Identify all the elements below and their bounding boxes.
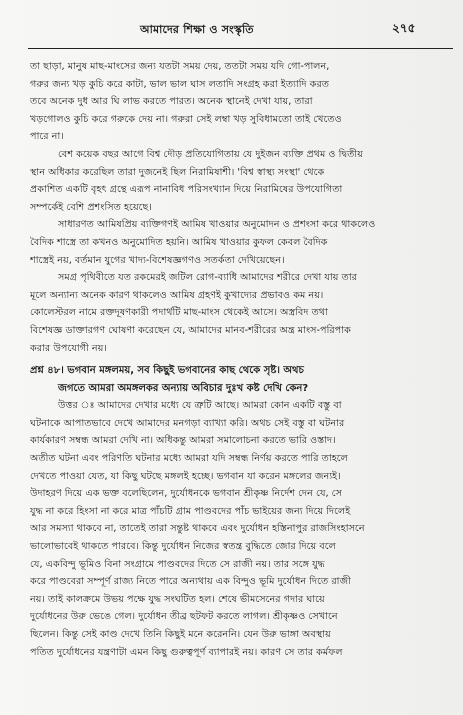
paragraph-cattle-care: [30, 58, 450, 146]
page-header: [0, 12, 463, 42]
answer-line: নয়। তাই কালক্রমে উভয় পক্ষে যুদ্ধ সংঘটিত হল। শেষে ভীমসেনের গদার ঘায়ে: [30, 593, 325, 605]
paragraph-vegetarian-athletes: [30, 146, 450, 216]
header-rule: [28, 48, 453, 49]
text-line: সাধারণত আমিষপ্রিয় ব্যক্তিগণই আমিষ খাওয়ার অনুমোদন ও প্রশংসা করে থাকলেও: [58, 219, 376, 231]
answer-line: উত্তর ঃ আমাদের দেখার মধ্যে যে ত্রুটি আছে। আমরা কোন একটি বস্তু বা: [58, 400, 342, 412]
text-line: করার উপযোগী নয়।: [30, 342, 107, 354]
text-line: বিশেষজ্ঞ ডাক্তারগণ ঘোষণা করেছেন যে, আমাদের মানব-শরীরের অন্ত্র মাংস-পরিপাক: [30, 324, 351, 336]
text-line: শাস্ত্রেই নয়, বর্তমান যুগের খাদ্য-বিশেষজ্ঞগণও সতর্কতা দেখিয়েছেন।: [30, 254, 285, 266]
answer-line: ভালোভাবেই থাকতে পারবে। কিন্তু দুর্যোধন নিজের স্বতন্ত্র বুদ্ধিতে জোর দিয়ে বলে: [30, 541, 336, 553]
text-line: তবে অনেক দুধ আর ঘি লাভ করতে পারত। অনেক স্থানেই দেখা যায়, তারা: [30, 96, 313, 108]
answer-line: দুর্যোধনের উরু ভেঙে গেল। দুর্যোধন তীব্র ছটফট করতে লাগল। শ্রীকৃষ্ণও সেখানে: [30, 611, 338, 623]
answer-48: [30, 397, 450, 661]
answer-line: অতীত ঘটনা এবং পরিণতি ঘটনার মধ্যে আমরা যদি সম্বন্ধ নির্ণয় করতে পারি তাহলে: [30, 453, 348, 465]
paragraph-vedic-scriptures: [30, 216, 450, 269]
answer-line: যুদ্ধ না করে হিংসা না করে মাত্র পাঁচটি গ্রাম পাণ্ডবদের পাঁচ ভাইয়ের জন্য দিয়ে দিলেই: [30, 505, 351, 517]
text-line: প্রকাশিত একটি বৃহৎ গ্রন্থে এরূপ নানাবিধ পরিসংখ্যান দিয়ে নিরামিষের উপযোগিতা: [30, 184, 343, 196]
answer-line: আর সমস্যা থাকবে না, তাতেই তারা সন্তুষ্ট থাকবে এবং দুর্যোধন হস্তিনাপুর রাজসিংহাসনে: [30, 523, 365, 535]
answer-line: যে, একবিন্দু ভূমিও বিনা সংগ্রামে পাণ্ডবদের দিতে সে রাজী নয়। তার সঙ্গে যুদ্ধ: [30, 558, 325, 570]
text-line: গরুর জন্য খড় কুচি করে কাটা, ভাল ভাল ঘাস লতাদি সংগ্রহ করা ইত্যাদি করত: [30, 78, 330, 90]
page-body: [30, 58, 450, 661]
text-line: সম্পর্কেই বেশি প্রশংসিত হয়েছে।: [30, 201, 152, 213]
text-line: খড়গোলও কুচি করে গরুকে দেয় না। গরুরা সেই লম্বা খড় সুবিধামতো তাই খেতেও: [30, 113, 342, 125]
text-line: বৈদিক শাস্ত্রে তা কখনও অনুমোদিত হয়নি। আমিষ খাওয়ার কুফল কেবল বৈদিক: [30, 236, 328, 248]
question-line: জগতে আমরা অমঙ্গলকর অন্যায় অবিচার দুঃখ কষ্ট দেখি কেন?: [58, 382, 309, 394]
answer-line: করে পাণ্ডবেরা সম্পূর্ণ রাজ্য নিতে পারে অন্যথায় এক বিন্দুও ভূমি দুর্যোধন দিতে রাজী: [30, 576, 351, 588]
text-line: সমগ্র পৃথিবীতে যত রকমেরই জটিল রোগ-ব্যাধি আমাদের শরীরে দেখা যায় তার: [58, 272, 357, 284]
text-line: বেশ কয়েক বছর আগে বিশ্ব দৌড় প্রতিযোগিতায় যে দুইজন ব্যক্তি প্রথম ও দ্বিতীয়: [58, 148, 363, 160]
question-48: [30, 362, 450, 397]
answer-line: উদাহরণ দিয়ে এক ভক্ত বলেছিলেন, দুর্যোধনকে ভগবান শ্রীকৃষ্ণ নির্দেশ দেন যে, সে: [30, 488, 343, 500]
text-line: কোলেস্টরল নামে রক্তদূষণকারী পদার্থটি মাছ-মাংস থেকেই আসে। অস্ত্রবিদ তথা: [30, 307, 328, 319]
paragraph-diseases: [30, 269, 450, 357]
answer-line: ঘটনাকে আপাতভাবে দেখে আমাদের মনগড়া ব্যাখ্যা করি। অথচ সেই বস্তু বা ঘটনার: [30, 417, 345, 429]
answer-line: পতিত দুর্যোধনের যন্ত্রণাটা এমন কিছু গুরুত্বপূর্ণ ব্যাপারই নয়। কারণ সে তার কর্মফল: [30, 646, 343, 658]
running-title: আমাদের শিক্ষা ও সংস্কৃতি: [140, 23, 254, 36]
answer-line: ছিলেন। কিন্তু সেই কাণ্ড দেখে তিনি কিছুই মনে করেননি। যেন উরু ভাঙ্গা অবস্থায়: [30, 629, 331, 640]
question-line: প্রশ্ন ৪৮। ভগবান মঙ্গলময়, সব কিছুই ভগবানের কাছ থেকে সৃষ্ট। অথচ: [30, 365, 304, 377]
answer-line: দেখতে পাওয়া যেত, যা কিছু ঘটছে মঙ্গলই হচ্ছে। ভগবান যা করেন মঙ্গলের জন্যই।: [30, 470, 341, 482]
text-line: তা ছাড়া, মানুষ মাছ-মাংসের জন্য যতটা সময় দেয়, ততটা সময় যদি গো-পালন,: [30, 61, 330, 72]
text-line: পারে না।: [30, 131, 64, 143]
text-line: স্থান অধিকার করেছিল তারা দুজনেই ছিল নিরামিষাশী। 'বিশ্ব স্বাস্থ্য সংস্থা' থেকে: [30, 166, 325, 178]
page-number: ২৭৫: [392, 21, 416, 35]
answer-line: কার্যকারণ সম্বন্ধ আমরা দেখি না। অধিকন্তু আমরা সমালোচনা করতে ভারি ওস্তাদ।: [30, 435, 336, 447]
text-line: মূলে অন্যান্য অনেক কারণ থাকলেও আমিষ গ্রহণই কুখাদ্যের প্রভাবও কম নয়।: [30, 289, 324, 301]
